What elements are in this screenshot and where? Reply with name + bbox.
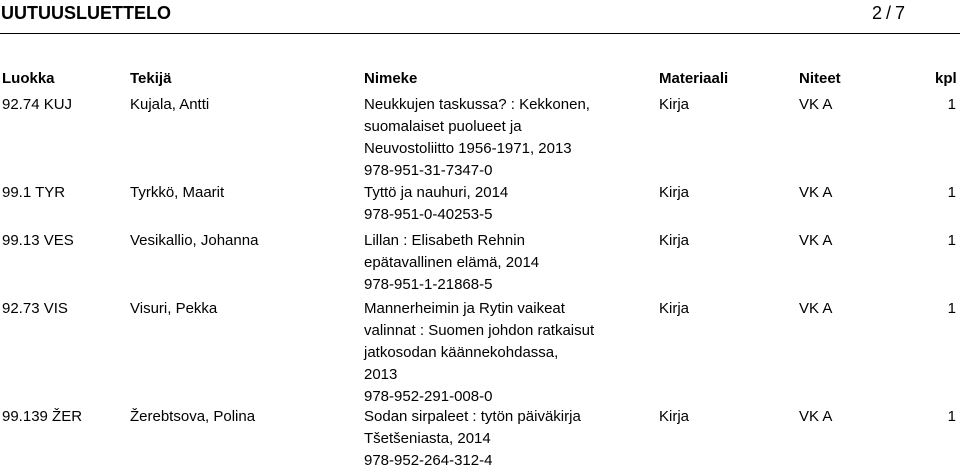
row-nimeke — [364, 182, 508, 226]
nimeke-line: Lillan : Elisabeth Rehnin — [364, 232, 525, 249]
page-number — [872, 2, 905, 24]
column-header-niteet: Niteet — [799, 70, 841, 87]
nimeke-line: Sodan sirpaleet : tytön päiväkirja — [364, 408, 581, 425]
row-materiaali: Kirja — [659, 300, 690, 317]
column-header-tekija: Tekijä — [130, 70, 172, 87]
nimeke-line: suomalaiset puolueet ja — [364, 118, 522, 135]
column-header-nimeke: Nimeke — [364, 70, 418, 87]
column-header-luokka: Luokka — [2, 70, 55, 87]
isbn: 978-952-264-312-4 — [364, 452, 493, 469]
nimeke-line: valinnat : Suomen johdon ratkaisut — [364, 322, 595, 339]
isbn: 978-951-0-40253-5 — [364, 206, 493, 223]
row-kpl: 1 — [947, 184, 956, 201]
row-materiaali: Kirja — [659, 408, 690, 425]
isbn: 978-952-291-008-0 — [364, 388, 493, 405]
row-kpl: 1 — [947, 232, 956, 249]
row-niteet: VK A — [799, 232, 833, 249]
nimeke-line: Tšetšeniasta, 2014 — [364, 430, 491, 447]
row-kpl: 1 — [947, 300, 956, 317]
row-nimeke — [364, 94, 590, 182]
isbn: 978-951-31-7347-0 — [364, 162, 493, 179]
nimeke-line: Mannerheimin ja Rytin vaikeat — [364, 300, 565, 317]
column-header-materiaali: Materiaali — [659, 70, 729, 87]
row-nimeke — [364, 298, 594, 408]
row-luokka: 92.74 KUJ — [2, 96, 73, 113]
row-materiaali: Kirja — [659, 232, 690, 249]
column-header-kpl: kpl — [935, 70, 957, 87]
page-separator: / — [886, 3, 892, 23]
row-nimeke — [364, 230, 539, 296]
nimeke-line: epätavallinen elämä, 2014 — [364, 254, 540, 271]
row-materiaali: Kirja — [659, 184, 690, 201]
row-tekija: Visuri, Pekka — [130, 300, 218, 317]
page-current: 2 — [872, 3, 883, 23]
page-total: 7 — [895, 3, 906, 23]
row-materiaali: Kirja — [659, 96, 690, 113]
isbn: 978-951-1-21868-5 — [364, 276, 493, 293]
row-tekija: Žerebtsova, Polina — [130, 408, 256, 425]
nimeke-line: Neuvostoliitto 1956-1971, 2013 — [364, 140, 572, 157]
row-kpl: 1 — [947, 408, 956, 425]
header-divider — [0, 33, 960, 34]
row-kpl: 1 — [947, 96, 956, 113]
page-title: UUTUUSLUETTELO — [1, 3, 171, 23]
row-tekija: Tyrkkö, Maarit — [130, 184, 225, 201]
nimeke-line: Tyttö ja nauhuri, 2014 — [364, 184, 509, 201]
row-niteet: VK A — [799, 96, 833, 113]
row-tekija: Kujala, Antti — [130, 96, 210, 113]
row-nimeke — [364, 406, 581, 472]
row-luokka: 92.73 VIS — [2, 300, 68, 317]
row-luokka: 99.1 TYR — [2, 184, 66, 201]
row-niteet: VK A — [799, 408, 833, 425]
row-tekija: Vesikallio, Johanna — [130, 232, 259, 249]
row-luokka: 99.13 VES — [2, 232, 74, 249]
row-luokka: 99.139 ŽER — [2, 408, 83, 425]
nimeke-line: Neukkujen taskussa? : Kekkonen, — [364, 96, 590, 113]
row-niteet: VK A — [799, 184, 833, 201]
nimeke-line: 2013 — [364, 366, 398, 383]
nimeke-line: jatkosodan käännekohdassa, — [364, 344, 559, 361]
row-niteet: VK A — [799, 300, 833, 317]
